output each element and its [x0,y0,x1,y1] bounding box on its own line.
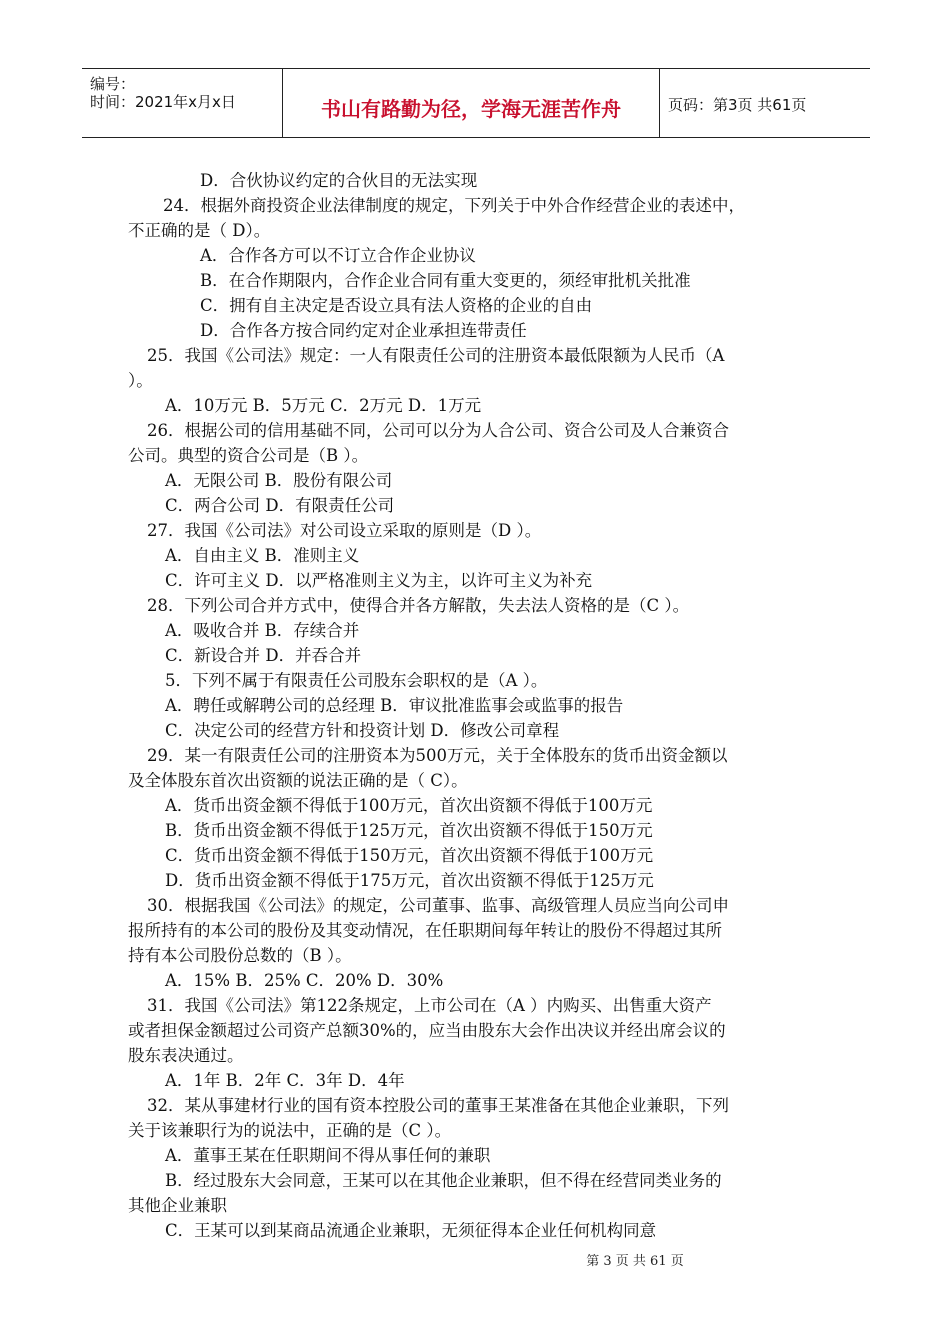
option-line: C．许可主义 D．以严格准则主义为主，以许可主义为补充 [165,571,593,590]
text-line: 及全体股东首次出资额的说法正确的是（ C）。 [128,771,468,790]
option-line: A．董事王某在任职期间不得从事任何的兼职 [165,1146,491,1165]
option-line: D．合作各方按合同约定对企业承担连带责任 [200,321,527,340]
document-number-label: 编号： [90,75,136,93]
document-date-label: 时间：2021年x月x日 [90,93,236,111]
text-line: 其他企业兼职 [128,1196,227,1215]
question-27-line: 27．我国《公司法》对公司设立采取的原则是（D ）。 [147,521,542,540]
text-line: 报所持有的本公司的股份及其变动情况，在任职期间每年转让的股份不得超过其所 [128,921,722,940]
option-line: A．聘任或解聘公司的总经理 B．审议批准监事会或监事的报告 [165,696,624,715]
header-motto-cell [283,69,660,137]
option-line: C．货币出资金额不得低于150万元，首次出资额不得低于100万元 [165,846,654,865]
header-page-number: 页码：第3页 共61页 [668,96,807,114]
page-footer [0,1250,950,1269]
question-26-line: 26．根据公司的信用基础不同，公司可以分为人合公司、资合公司及人合兼资合 [147,421,729,440]
option-line: A．1年 B．2年 C．3年 D．4年 [165,1071,405,1090]
question-5-line: 5．下列不属于有限责任公司股东会职权的是（A ）。 [165,671,548,690]
page-header [82,68,870,138]
option-line: A．10万元 B．5万元 C．2万元 D．1万元 [165,396,482,415]
text-line: 不正确的是（ D）。 [128,221,271,240]
option-line: A．无限公司 B．股份有限公司 [165,471,393,490]
option-line: A．吸收合并 B．存续合并 [165,621,360,640]
header-page-cell [660,69,870,137]
text-line: ）。 [128,371,153,390]
question-24-line: 24．根据外商投资企业法律制度的规定，下列关于中外合作经营企业的表述中， [163,196,745,215]
text-line: 关于该兼职行为的说法中，正确的是（C ）。 [128,1121,452,1140]
text-line: 持有本公司股份总数的（B ）。 [128,946,352,965]
question-28-line: 28．下列公司合并方式中，使得合并各方解散，失去法人资格的是（C ）。 [147,596,690,615]
option-line: A．自由主义 B．准则主义 [165,546,360,565]
question-25-line: 25．我国《公司法》规定：一人有限责任公司的注册资本最低限额为人民币（A [147,346,725,365]
question-32-line: 32．某从事建材行业的国有资本控股公司的董事王某准备在其他企业兼职，下列 [147,1096,729,1115]
option-line: B．经过股东大会同意，王某可以在其他企业兼职，但不得在经营同类业务的 [165,1171,722,1190]
option-line: B．货币出资金额不得低于125万元，首次出资额不得低于150万元 [165,821,653,840]
text-line: 股东表决通过。 [128,1046,244,1065]
text-line: 或者担保金额超过公司资产总额30%的，应当由股东大会作出决议并经出席会议的 [128,1021,726,1040]
option-line: C．两合公司 D．有限责任公司 [165,496,395,515]
option-line: B．在合作期限内，合作企业合同有重大变更的，须经审批机关批准 [200,271,691,290]
text-line: D．合伙协议约定的合伙目的无法实现 [200,171,478,190]
text-line: 公司。典型的资合公司是（B ）。 [128,446,369,465]
option-line: C．新设合并 D．并吞合并 [165,646,362,665]
question-30-line: 30．根据我国《公司法》的规定，公司董事、监事、高级管理人员应当向公司申 [147,896,729,915]
option-line: C．决定公司的经营方针和投资计划 D．修改公司章程 [165,721,560,740]
option-line: A．15% B．25% C．20% D．30% [165,971,444,990]
option-line: C．拥有自主决定是否设立具有法人资格的企业的自由 [200,296,593,315]
option-line: A．合作各方可以不订立合作企业协议 [200,246,476,265]
option-line: D．货币出资金额不得低于175万元，首次出资额不得低于125万元 [165,871,654,890]
question-31-line: 31．我国《公司法》第122条规定，上市公司在（A ）内购买、出售重大资产 [147,996,712,1015]
header-meta-cell [82,69,283,137]
option-line: C．王某可以到某商品流通企业兼职，无须征得本企业任何机构同意 [165,1221,657,1240]
question-29-line: 29．某一有限责任公司的注册资本为500万元，关于全体股东的货币出资金额以 [147,746,728,765]
header-motto: 书山有路勤为径，学海无涯苦作舟 [321,97,621,121]
option-line: A．货币出资金额不得低于100万元，首次出资额不得低于100万元 [165,796,653,815]
footer-page-number: 第 3 页 共 61 页 [586,1254,684,1269]
